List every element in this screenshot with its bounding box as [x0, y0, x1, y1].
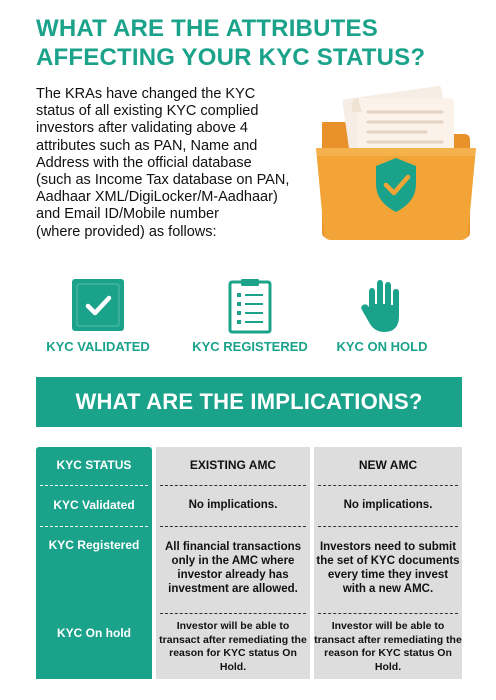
- cell-line: every time they invest: [327, 569, 449, 581]
- header-kyc-status: KYC STATUS: [56, 458, 132, 472]
- row-existing-on-hold: [156, 621, 310, 673]
- row-divider: [160, 485, 306, 486]
- intro-line: status of all existing KYC complied: [36, 103, 259, 120]
- row-new-on-hold: [314, 621, 462, 673]
- cell-line: Investors need to submit: [319, 541, 457, 553]
- hand-stop-icon: [360, 278, 404, 334]
- cell-line: the set of KYC documents: [316, 555, 460, 567]
- status-label-registered: KYC REGISTERED: [192, 339, 308, 354]
- row-new-validated: No implications.: [343, 499, 433, 511]
- intro-line: investors after validating above 4: [36, 120, 248, 137]
- status-label-on-hold: KYC ON HOLD: [336, 339, 428, 354]
- status-label-validated: KYC VALIDATED: [46, 339, 150, 354]
- cell-line: only in the AMC where: [171, 555, 295, 567]
- checkmark-square-icon: [71, 278, 125, 332]
- implications-table: [36, 447, 462, 679]
- status-icons-row: [0, 278, 496, 358]
- intro-paragraph: [36, 86, 316, 241]
- row-status-registered: KYC Registered: [48, 538, 140, 552]
- row-divider: [318, 485, 458, 486]
- row-divider: [40, 526, 148, 527]
- cell-line: with a new AMC.: [342, 583, 434, 595]
- folder-shield-check-icon: [316, 82, 476, 244]
- cell-line: transact after remediating the: [314, 633, 462, 646]
- cell-line: investor already has: [177, 569, 289, 581]
- intro-line: The KRAs have changed the KYC: [36, 86, 256, 102]
- cell-line: reason for KYC status On Hold.: [169, 647, 297, 673]
- row-divider: [318, 613, 458, 614]
- page-title: [36, 14, 476, 72]
- title-line-2: AFFECTING YOUR KYC STATUS?: [36, 44, 426, 71]
- intro-line: and Email ID/Mobile number: [36, 206, 219, 223]
- header-new-amc: NEW AMC: [358, 458, 418, 472]
- header-existing-amc: EXISTING AMC: [189, 458, 277, 472]
- intro-line: (such as Income Tax database on PAN,: [36, 172, 290, 189]
- implications-banner: WHAT ARE THE IMPLICATIONS?: [36, 377, 462, 427]
- row-divider: [160, 526, 306, 527]
- row-existing-validated: No implications.: [188, 499, 278, 511]
- cell-line: transact after remediating the: [159, 633, 307, 646]
- row-existing-registered: [156, 535, 310, 601]
- row-status-validated: KYC Validated: [53, 498, 135, 512]
- intro-line: attributes such as PAN, Name and: [36, 137, 258, 154]
- title-line-1: WHAT ARE THE ATTRIBUTES: [36, 15, 378, 42]
- clipboard-checklist-icon: [228, 278, 272, 334]
- row-new-registered: [314, 535, 462, 601]
- row-divider: [318, 526, 458, 527]
- row-divider: [160, 613, 306, 614]
- intro-line: Aadhaar XML/DigiLocker/M-Aadhaar): [36, 189, 278, 206]
- cell-line: All financial transactions: [164, 541, 302, 553]
- intro-line: (where provided) as follows:: [36, 223, 217, 240]
- cell-line: investment are allowed.: [168, 583, 298, 595]
- cell-line: Investor will be able to: [176, 620, 290, 632]
- cell-line: reason for KYC status On Hold.: [324, 647, 452, 673]
- row-status-on-hold: KYC On hold: [57, 626, 131, 640]
- cell-line: Investor will be able to: [331, 620, 445, 632]
- intro-line: Address with the official database: [36, 154, 252, 171]
- row-divider: [40, 485, 148, 486]
